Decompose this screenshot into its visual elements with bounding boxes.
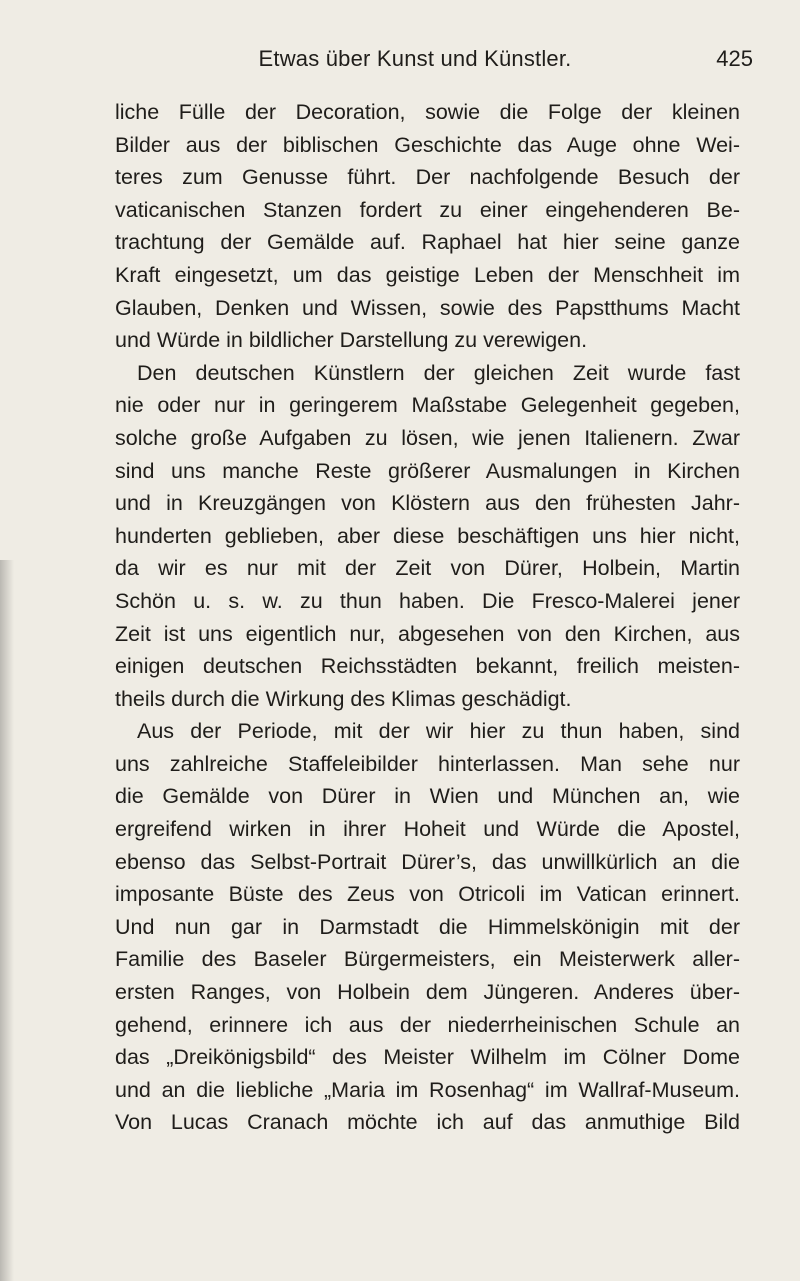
text-line: solche große Aufgaben zu lösen, wie jenen Italienern. Zwar	[115, 425, 740, 450]
text-line: gehend, erinnere ich aus der niederrheinischen Schule an	[115, 1012, 740, 1037]
text-line: einigen deutschen Reichsstädten bekannt, freilich meisten-	[115, 654, 740, 679]
text-line: Kraft eingesetzt, um das geistige Leben der Menschheit im	[115, 262, 740, 287]
page-number: 425	[716, 46, 753, 71]
text-line: imposante Büste des Zeus von Otricoli im Vatican erinnert.	[115, 882, 740, 907]
text-line: teres zum Genusse führt. Der nachfolgende Besuch der	[115, 165, 740, 190]
text-line: nie oder nur in geringerem Maßstabe Gelegenheit gegeben,	[115, 393, 740, 418]
text-line: die Gemälde von Dürer in Wien und München an, wie	[115, 784, 740, 809]
running-title: Etwas über Kunst und Künstler.	[258, 46, 572, 71]
text-line: Von Lucas Cranach möchte ich auf das anmuthige Bild	[115, 1110, 740, 1135]
text-line: und an die liebliche „Maria im Rosenhag“ im Wallraf-Museum.	[115, 1077, 740, 1102]
text-line: vaticanischen Stanzen fordert zu einer eingehenderen Be-	[115, 197, 740, 222]
body-text	[115, 96, 740, 1139]
paragraph-end-line: theils durch die Wirkung des Klimas geschädigt.	[115, 686, 572, 711]
text-line: sind uns manche Reste größerer Ausmalungen in Kirchen	[115, 458, 740, 483]
text-line: das „Dreikönigsbild“ des Meister Wilhelm im Cölner Dome	[115, 1045, 740, 1070]
text-line: ebenso das Selbst-Portrait Dürer’s, das unwillkürlich an die	[115, 849, 740, 874]
text-line: und in Kreuzgängen von Klöstern aus den frühesten Jahr-	[115, 491, 740, 516]
text-line: trachtung der Gemälde auf. Raphael hat hier seine ganze	[115, 230, 740, 255]
text-line: ergreifend wirken in ihrer Hoheit und Würde die Apostel,	[115, 817, 740, 842]
text-line: ersten Ranges, von Holbein dem Jüngeren. Anderes über-	[115, 980, 740, 1005]
text-line: Familie des Baseler Bürgermeisters, ein Meisterwerk aller-	[115, 947, 740, 972]
paragraph-start-line: Den deutschen Künstlern der gleichen Zeit wurde fast	[137, 360, 740, 385]
paragraph-start-line: Aus der Periode, mit der wir hier zu thun haben, sind	[137, 719, 740, 744]
page-gutter-shadow	[0, 560, 14, 1281]
text-line: hunderten geblieben, aber diese beschäftigen uns hier nicht,	[115, 523, 740, 548]
text-line: Und nun gar in Darmstadt die Himmelskönigin mit der	[115, 914, 740, 939]
page-header	[115, 44, 795, 74]
paragraph-end-line: und Würde in bildlicher Darstellung zu verewigen.	[115, 328, 588, 353]
text-line: Zeit ist uns eigentlich nur, abgesehen von den Kirchen, aus	[115, 621, 740, 646]
text-line: uns zahlreiche Staffeleibilder hinterlassen. Man sehe nur	[115, 751, 740, 776]
text-line: liche Fülle der Decoration, sowie die Folge der kleinen	[115, 100, 740, 124]
text-line: Schön u. s. w. zu thun haben. Die Fresco-Malerei jener	[115, 588, 740, 613]
text-line: Glauben, Denken und Wissen, sowie des Papstthums Macht	[115, 295, 740, 320]
text-line: da wir es nur mit der Zeit von Dürer, Holbein, Martin	[115, 556, 740, 581]
text-line: Bilder aus der biblischen Geschichte das Auge ohne Wei-	[115, 132, 740, 157]
